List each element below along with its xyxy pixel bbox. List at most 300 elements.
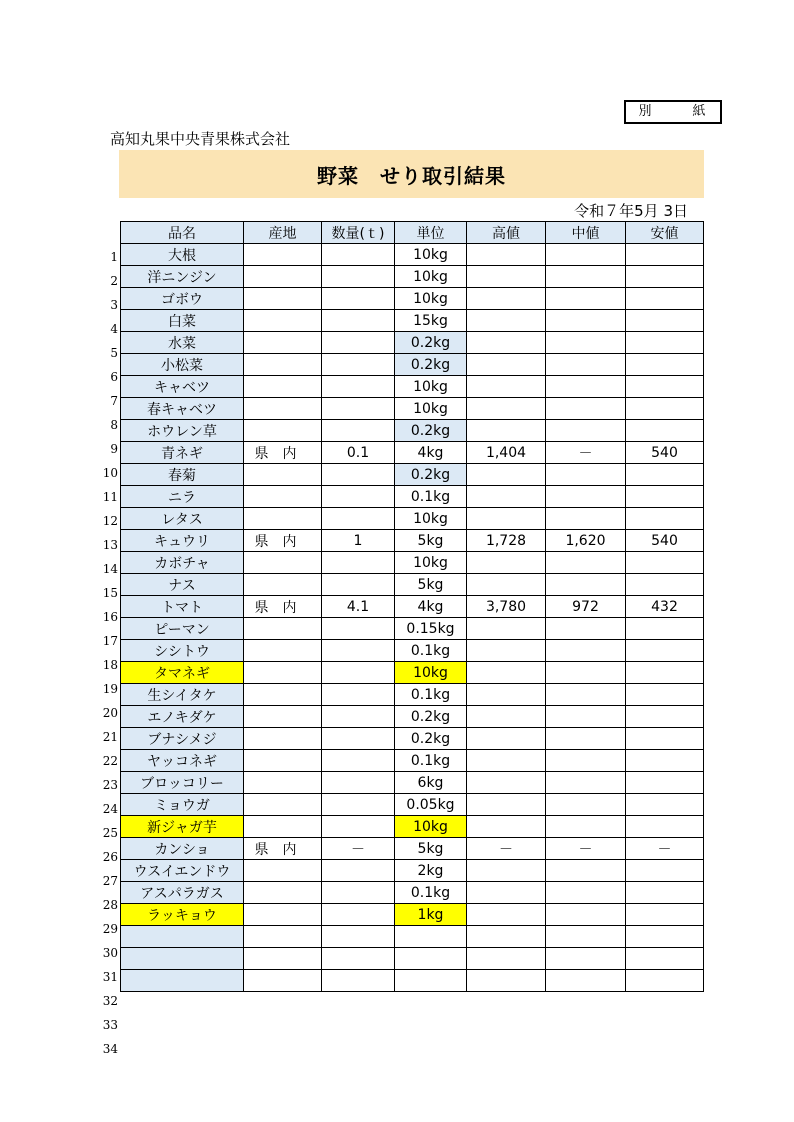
cell-low: [626, 354, 704, 376]
cell-origin: [244, 244, 322, 266]
cell-quantity: [322, 816, 395, 838]
cell-low: [626, 860, 704, 882]
cell-item: キュウリ: [121, 530, 244, 552]
cell-unit: 5kg: [395, 530, 467, 552]
cell-item: アスパラガス: [121, 882, 244, 904]
cell-mid: [546, 772, 626, 794]
row-number: 13: [102, 538, 118, 552]
cell-item: 洋ニンジン: [121, 266, 244, 288]
cell-quantity: [322, 552, 395, 574]
cell-mid: [546, 684, 626, 706]
cell-quantity: [322, 618, 395, 640]
cell-low: [626, 772, 704, 794]
cell-high: [467, 244, 546, 266]
cell-high: [467, 926, 546, 948]
cell-quantity: [322, 508, 395, 530]
cell-item: ナス: [121, 574, 244, 596]
row-number: 10: [102, 466, 118, 480]
cell-quantity: [322, 420, 395, 442]
cell-unit: 4kg: [395, 596, 467, 618]
cell-low: [626, 794, 704, 816]
column-header-quantity: 数量(ｔ): [322, 222, 395, 244]
cell-item: ゴボウ: [121, 288, 244, 310]
column-header-item: 品名: [121, 222, 244, 244]
cell-mid: [546, 508, 626, 530]
cell-high: [467, 882, 546, 904]
cell-mid: [546, 662, 626, 684]
row-number: 20: [102, 706, 118, 720]
cell-origin: 県内: [244, 838, 322, 860]
cell-origin: [244, 398, 322, 420]
cell-origin: [244, 794, 322, 816]
cell-quantity: －: [322, 838, 395, 860]
cell-quantity: [322, 288, 395, 310]
cell-high: [467, 354, 546, 376]
cell-high: [467, 310, 546, 332]
cell-item: [121, 948, 244, 970]
cell-item: ブロッコリー: [121, 772, 244, 794]
cell-quantity: [322, 684, 395, 706]
cell-low: [626, 816, 704, 838]
cell-quantity: [322, 772, 395, 794]
cell-origin: [244, 750, 322, 772]
cell-mid: [546, 354, 626, 376]
cell-quantity: 4.1: [322, 596, 395, 618]
cell-low: [626, 420, 704, 442]
row-number: 12: [102, 514, 118, 528]
cell-origin: [244, 552, 322, 574]
cell-unit: 4kg: [395, 442, 467, 464]
cell-origin: [244, 684, 322, 706]
cell-low: [626, 266, 704, 288]
row-number: 26: [102, 850, 118, 864]
cell-high: [467, 772, 546, 794]
row-number: 30: [102, 946, 118, 960]
table-row: [121, 288, 704, 310]
cell-low: 432: [626, 596, 704, 618]
cell-origin: [244, 970, 322, 992]
cell-low: [626, 288, 704, 310]
table-row: [121, 574, 704, 596]
cell-unit: 0.05kg: [395, 794, 467, 816]
cell-origin: [244, 376, 322, 398]
cell-mid: [546, 706, 626, 728]
cell-low: [626, 728, 704, 750]
cell-item: カボチャ: [121, 552, 244, 574]
cell-mid: 1,620: [546, 530, 626, 552]
cell-low: [626, 684, 704, 706]
cell-item: 白菜: [121, 310, 244, 332]
cell-origin: [244, 618, 322, 640]
cell-quantity: [322, 904, 395, 926]
cell-origin: [244, 882, 322, 904]
cell-low: [626, 244, 704, 266]
row-number-column: [96, 245, 118, 1061]
table-row: [121, 508, 704, 530]
cell-origin: [244, 486, 322, 508]
table-row: [121, 904, 704, 926]
row-number: 29: [102, 922, 118, 936]
cell-low: [626, 376, 704, 398]
cell-high: [467, 794, 546, 816]
table-row: [121, 530, 704, 552]
cell-mid: [546, 464, 626, 486]
table-row: [121, 860, 704, 882]
cell-item: [121, 926, 244, 948]
cell-quantity: [322, 662, 395, 684]
cell-unit: 10kg: [395, 376, 467, 398]
cell-mid: [546, 926, 626, 948]
cell-unit: [395, 948, 467, 970]
row-number: 33: [102, 1018, 118, 1032]
report-title: 野菜 せり取引結果: [119, 150, 704, 198]
cell-low: [626, 310, 704, 332]
cell-high: [467, 684, 546, 706]
cell-item: ミョウガ: [121, 794, 244, 816]
cell-unit: 10kg: [395, 244, 467, 266]
cell-unit: [395, 926, 467, 948]
cell-origin: [244, 288, 322, 310]
cell-mid: [546, 332, 626, 354]
cell-unit: 5kg: [395, 838, 467, 860]
row-number: 34: [102, 1042, 118, 1056]
cell-quantity: [322, 398, 395, 420]
cell-high: [467, 376, 546, 398]
cell-mid: [546, 728, 626, 750]
cell-high: [467, 420, 546, 442]
row-number: 18: [102, 658, 118, 672]
cell-origin: [244, 332, 322, 354]
cell-high: [467, 486, 546, 508]
cell-quantity: [322, 310, 395, 332]
cell-low: [626, 574, 704, 596]
table-row: [121, 728, 704, 750]
cell-item: カンショ: [121, 838, 244, 860]
cell-item: [121, 970, 244, 992]
cell-mid: [546, 948, 626, 970]
cell-item: 生シイタケ: [121, 684, 244, 706]
cell-unit: 10kg: [395, 266, 467, 288]
cell-unit: 0.2kg: [395, 354, 467, 376]
cell-unit: 10kg: [395, 288, 467, 310]
row-number: 11: [102, 490, 118, 504]
table-row: [121, 970, 704, 992]
cell-unit: 0.2kg: [395, 420, 467, 442]
table-body: [121, 244, 704, 992]
cell-mid: [546, 310, 626, 332]
table-row: [121, 926, 704, 948]
cell-item: ラッキョウ: [121, 904, 244, 926]
cell-quantity: [322, 728, 395, 750]
cell-low: 540: [626, 530, 704, 552]
cell-unit: 0.2kg: [395, 728, 467, 750]
row-number: 28: [102, 898, 118, 912]
cell-unit: 2kg: [395, 860, 467, 882]
table-row: [121, 310, 704, 332]
auction-results-table: [120, 221, 704, 992]
cell-low: [626, 618, 704, 640]
table-row: [121, 596, 704, 618]
cell-low: [626, 882, 704, 904]
cell-unit: 10kg: [395, 552, 467, 574]
row-number: 27: [102, 874, 118, 888]
cell-item: ヤッコネギ: [121, 750, 244, 772]
cell-origin: [244, 706, 322, 728]
cell-high: [467, 662, 546, 684]
cell-low: [626, 398, 704, 420]
cell-mid: [546, 618, 626, 640]
cell-low: [626, 486, 704, 508]
cell-unit: 10kg: [395, 816, 467, 838]
cell-quantity: [322, 970, 395, 992]
cell-item: 春菊: [121, 464, 244, 486]
cell-mid: [546, 882, 626, 904]
company-name: 高知丸果中央青果株式会社: [110, 130, 291, 148]
cell-high: [467, 574, 546, 596]
cell-mid: [546, 794, 626, 816]
cell-origin: [244, 420, 322, 442]
cell-quantity: [322, 882, 395, 904]
cell-low: 540: [626, 442, 704, 464]
cell-mid: [546, 376, 626, 398]
cell-high: [467, 618, 546, 640]
cell-unit: 6kg: [395, 772, 467, 794]
cell-unit: 0.1kg: [395, 684, 467, 706]
cell-mid: －: [546, 442, 626, 464]
row-number: 9: [110, 442, 118, 456]
row-number: 31: [102, 970, 118, 984]
cell-unit: 10kg: [395, 398, 467, 420]
table-row: [121, 640, 704, 662]
cell-item: ブナシメジ: [121, 728, 244, 750]
column-header-unit: 単位: [395, 222, 467, 244]
cell-mid: [546, 420, 626, 442]
table-row: [121, 838, 704, 860]
row-number: 2: [110, 274, 118, 288]
cell-high: [467, 398, 546, 420]
cell-mid: [546, 860, 626, 882]
cell-unit: 0.15kg: [395, 618, 467, 640]
row-number: 19: [102, 682, 118, 696]
cell-quantity: 1: [322, 530, 395, 552]
cell-item: 水菜: [121, 332, 244, 354]
cell-low: [626, 552, 704, 574]
cell-item: 春キャベツ: [121, 398, 244, 420]
cell-origin: [244, 266, 322, 288]
cell-mid: [546, 750, 626, 772]
cell-high: [467, 816, 546, 838]
row-number: 25: [102, 826, 118, 840]
table-row: [121, 662, 704, 684]
cell-origin: 県内: [244, 442, 322, 464]
cell-high: [467, 750, 546, 772]
cell-origin: [244, 860, 322, 882]
cell-unit: 0.1kg: [395, 750, 467, 772]
cell-origin: [244, 662, 322, 684]
cell-high: [467, 640, 546, 662]
row-number: 15: [102, 586, 118, 600]
table-row: [121, 794, 704, 816]
table-row: [121, 398, 704, 420]
column-header-low: 安値: [626, 222, 704, 244]
cell-origin: [244, 640, 322, 662]
table-row: [121, 464, 704, 486]
cell-quantity: [322, 948, 395, 970]
cell-high: [467, 970, 546, 992]
row-number: 22: [102, 754, 118, 768]
cell-item: エノキダケ: [121, 706, 244, 728]
cell-quantity: [322, 794, 395, 816]
cell-item: 大根: [121, 244, 244, 266]
cell-unit: 0.2kg: [395, 464, 467, 486]
column-header-high: 高値: [467, 222, 546, 244]
cell-mid: [546, 552, 626, 574]
cell-quantity: [322, 706, 395, 728]
cell-item: ウスイエンドウ: [121, 860, 244, 882]
table-row: [121, 948, 704, 970]
cell-quantity: [322, 354, 395, 376]
cell-high: 3,780: [467, 596, 546, 618]
cell-mid: [546, 640, 626, 662]
table-row: [121, 420, 704, 442]
cell-high: [467, 728, 546, 750]
cell-high: [467, 552, 546, 574]
cell-mid: [546, 288, 626, 310]
cell-high: [467, 288, 546, 310]
cell-origin: [244, 310, 322, 332]
cell-item: キャベツ: [121, 376, 244, 398]
cell-origin: [244, 574, 322, 596]
cell-quantity: [322, 376, 395, 398]
cell-high: [467, 266, 546, 288]
cell-quantity: [322, 244, 395, 266]
cell-item: ニラ: [121, 486, 244, 508]
cell-quantity: [322, 750, 395, 772]
table-row: [121, 442, 704, 464]
cell-low: [626, 464, 704, 486]
attachment-label: 別 紙: [624, 100, 722, 124]
cell-origin: [244, 772, 322, 794]
row-number: 32: [102, 994, 118, 1008]
table-row: [121, 354, 704, 376]
cell-unit: 0.2kg: [395, 332, 467, 354]
row-number: 4: [110, 322, 118, 336]
cell-low: [626, 926, 704, 948]
table-row: [121, 486, 704, 508]
table-row: [121, 552, 704, 574]
table-row: [121, 332, 704, 354]
cell-high: [467, 904, 546, 926]
table-row: [121, 684, 704, 706]
cell-quantity: [322, 486, 395, 508]
table-row: [121, 266, 704, 288]
cell-mid: [546, 904, 626, 926]
cell-item: タマネギ: [121, 662, 244, 684]
cell-unit: 1kg: [395, 904, 467, 926]
table-row: [121, 816, 704, 838]
cell-unit: 0.1kg: [395, 486, 467, 508]
cell-mid: [546, 266, 626, 288]
cell-low: [626, 640, 704, 662]
cell-mid: [546, 574, 626, 596]
row-number: 17: [102, 634, 118, 648]
cell-unit: 0.2kg: [395, 706, 467, 728]
cell-item: シシトウ: [121, 640, 244, 662]
cell-item: 小松菜: [121, 354, 244, 376]
cell-item: ホウレン草: [121, 420, 244, 442]
cell-unit: 0.1kg: [395, 882, 467, 904]
cell-origin: [244, 464, 322, 486]
cell-quantity: [322, 266, 395, 288]
cell-low: [626, 970, 704, 992]
cell-low: [626, 508, 704, 530]
cell-quantity: 0.1: [322, 442, 395, 464]
cell-mid: [546, 970, 626, 992]
row-number: 8: [110, 418, 118, 432]
cell-unit: 10kg: [395, 662, 467, 684]
cell-origin: [244, 926, 322, 948]
cell-high: [467, 464, 546, 486]
cell-low: [626, 332, 704, 354]
cell-mid: [546, 244, 626, 266]
cell-origin: [244, 728, 322, 750]
table-row: [121, 750, 704, 772]
table-row: [121, 244, 704, 266]
cell-high: 1,404: [467, 442, 546, 464]
cell-item: ピーマン: [121, 618, 244, 640]
cell-high: [467, 948, 546, 970]
report-date: 令和７年5月 3日: [574, 202, 688, 220]
cell-origin: [244, 948, 322, 970]
table-row: [121, 882, 704, 904]
row-number: 23: [102, 778, 118, 792]
cell-mid: [546, 486, 626, 508]
table-row: [121, 618, 704, 640]
cell-high: [467, 332, 546, 354]
cell-high: 1,728: [467, 530, 546, 552]
cell-quantity: [322, 332, 395, 354]
cell-quantity: [322, 464, 395, 486]
column-header-origin: 産地: [244, 222, 322, 244]
row-number: 5: [110, 346, 118, 360]
cell-origin: [244, 508, 322, 530]
cell-quantity: [322, 860, 395, 882]
row-number: 1: [110, 250, 118, 264]
cell-unit: 5kg: [395, 574, 467, 596]
cell-origin: [244, 816, 322, 838]
cell-high: [467, 706, 546, 728]
cell-item: トマト: [121, 596, 244, 618]
column-header-mid: 中値: [546, 222, 626, 244]
cell-origin: 県内: [244, 530, 322, 552]
cell-mid: [546, 816, 626, 838]
cell-origin: [244, 904, 322, 926]
row-number: 6: [110, 370, 118, 384]
cell-item: 新ジャガ芋: [121, 816, 244, 838]
cell-low: [626, 706, 704, 728]
cell-low: [626, 750, 704, 772]
cell-unit: 10kg: [395, 508, 467, 530]
cell-item: レタス: [121, 508, 244, 530]
row-number: 24: [102, 802, 118, 816]
cell-low: [626, 904, 704, 926]
cell-unit: 0.1kg: [395, 640, 467, 662]
table-row: [121, 772, 704, 794]
cell-mid: －: [546, 838, 626, 860]
table-row: [121, 706, 704, 728]
cell-item: 青ネギ: [121, 442, 244, 464]
cell-low: －: [626, 838, 704, 860]
